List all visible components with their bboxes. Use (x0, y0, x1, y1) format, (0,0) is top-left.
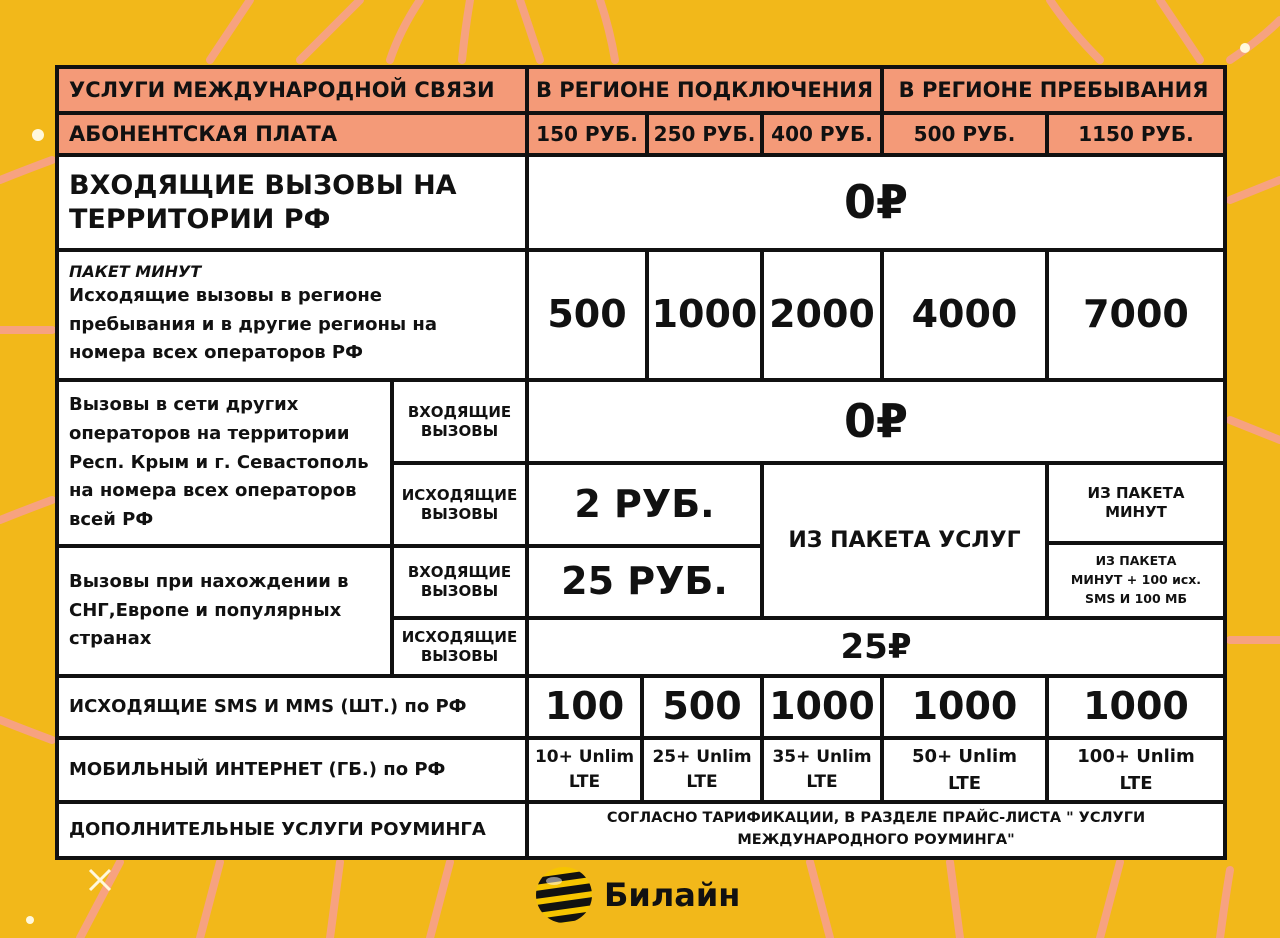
sms-1000-b: 1000 (882, 676, 1047, 738)
crimea-incoming-value: 0₽ (527, 380, 1225, 463)
fee-150: 150 РУБ. (527, 113, 647, 155)
cis-outgoing-value: 25₽ (527, 618, 1225, 676)
crimea-incoming-label: ВХОДЯЩИЕ ВЫЗОВЫ (392, 380, 527, 463)
sms-label: ИСХОДЯЩИЕ SMS И MMS (ШТ.) по РФ (57, 676, 527, 738)
sms-500: 500 (642, 676, 762, 738)
cis-outgoing-label: ИСХОДЯЩИЕ ВЫЗОВЫ (392, 618, 527, 676)
crimea-outgoing-value: 2 РУБ. (527, 463, 762, 546)
beeline-ball-icon (532, 863, 596, 927)
internet-10: 10+ Unlim LTE (527, 738, 642, 802)
fee-250: 250 РУБ. (647, 113, 762, 155)
internet-100: 100+ Unlim LTE (1047, 738, 1225, 802)
incoming-rf-value: 0₽ (527, 155, 1225, 250)
incoming-rf-label: ВХОДЯЩИЕ ВЫЗОВЫ НА ТЕРРИТОРИИ РФ (57, 155, 527, 250)
minutes-package (57, 250, 527, 380)
cis-label: Вызовы при нахождении в СНГ,Европе и популярных странах (57, 546, 392, 676)
internet-label: МОБИЛЬНЫЙ ИНТЕРНЕТ (ГБ.) по РФ (57, 738, 527, 802)
sms-1000-a: 1000 (762, 676, 882, 738)
roaming-label: ДОПОЛНИТЕЛЬНЫЕ УСЛУГИ РОУМИНГА (57, 802, 527, 858)
minutes-500: 500 (527, 250, 647, 380)
from-pack-minutes-plus: ИЗ ПАКЕТА МИНУТ + 100 исх. SMS И 100 МБ (1047, 543, 1225, 618)
crimea-label: Вызовы в сети других операторов на территории Респ. Крым и г. Севастополь на номера всех операторов всей РФ (57, 380, 392, 546)
fee-400: 400 РУБ. (762, 113, 882, 155)
internet-25: 25+ Unlim LTE (642, 738, 762, 802)
sms-100: 100 (527, 676, 642, 738)
cis-incoming-label: ВХОДЯЩИЕ ВЫЗОВЫ (392, 546, 527, 618)
internet-50: 50+ Unlim LTE (882, 738, 1047, 802)
minutes-4000: 4000 (882, 250, 1047, 380)
fee-1150: 1150 РУБ. (1047, 113, 1225, 155)
header-services: УСЛУГИ МЕЖДУНАРОДНОЙ СВЯЗИ (57, 67, 527, 113)
fee-label: АБОНЕНТСКАЯ ПЛАТА (57, 113, 527, 155)
minutes-package-title: ПАКЕТ МИНУТ (69, 261, 202, 281)
internet-35: 35+ Unlim LTE (762, 738, 882, 802)
minutes-package-description: Исходящие вызовы в регионе пребывания и в другие регионы на номера всех операторов РФ (69, 284, 438, 364)
minutes-1000: 1000 (647, 250, 762, 380)
cis-incoming-value: 25 РУБ. (527, 546, 762, 618)
from-pack-services: ИЗ ПАКЕТА УСЛУГ (762, 463, 1047, 618)
minutes-2000: 2000 (762, 250, 882, 380)
beeline-logo-text: Билайн (604, 876, 741, 914)
crimea-outgoing-label: ИСХОДЯЩИЕ ВЫЗОВЫ (392, 463, 527, 546)
minutes-7000: 7000 (1047, 250, 1225, 380)
from-pack-minutes: ИЗ ПАКЕТА МИНУТ (1047, 463, 1225, 543)
beeline-logo (532, 863, 740, 927)
header-home-region: В РЕГИОНЕ ПОДКЛЮЧЕНИЯ (527, 67, 882, 113)
roaming-value: СОГЛАСНО ТАРИФИКАЦИИ, В РАЗДЕЛЕ ПРАЙС-ЛИСТА " УСЛУГИ МЕЖДУНАРОДНОГО РОУМИНГА" (527, 802, 1225, 858)
fee-500: 500 РУБ. (882, 113, 1047, 155)
sms-1000-c: 1000 (1047, 676, 1225, 738)
header-stay-region: В РЕГИОНЕ ПРЕБЫВАНИЯ (882, 67, 1225, 113)
